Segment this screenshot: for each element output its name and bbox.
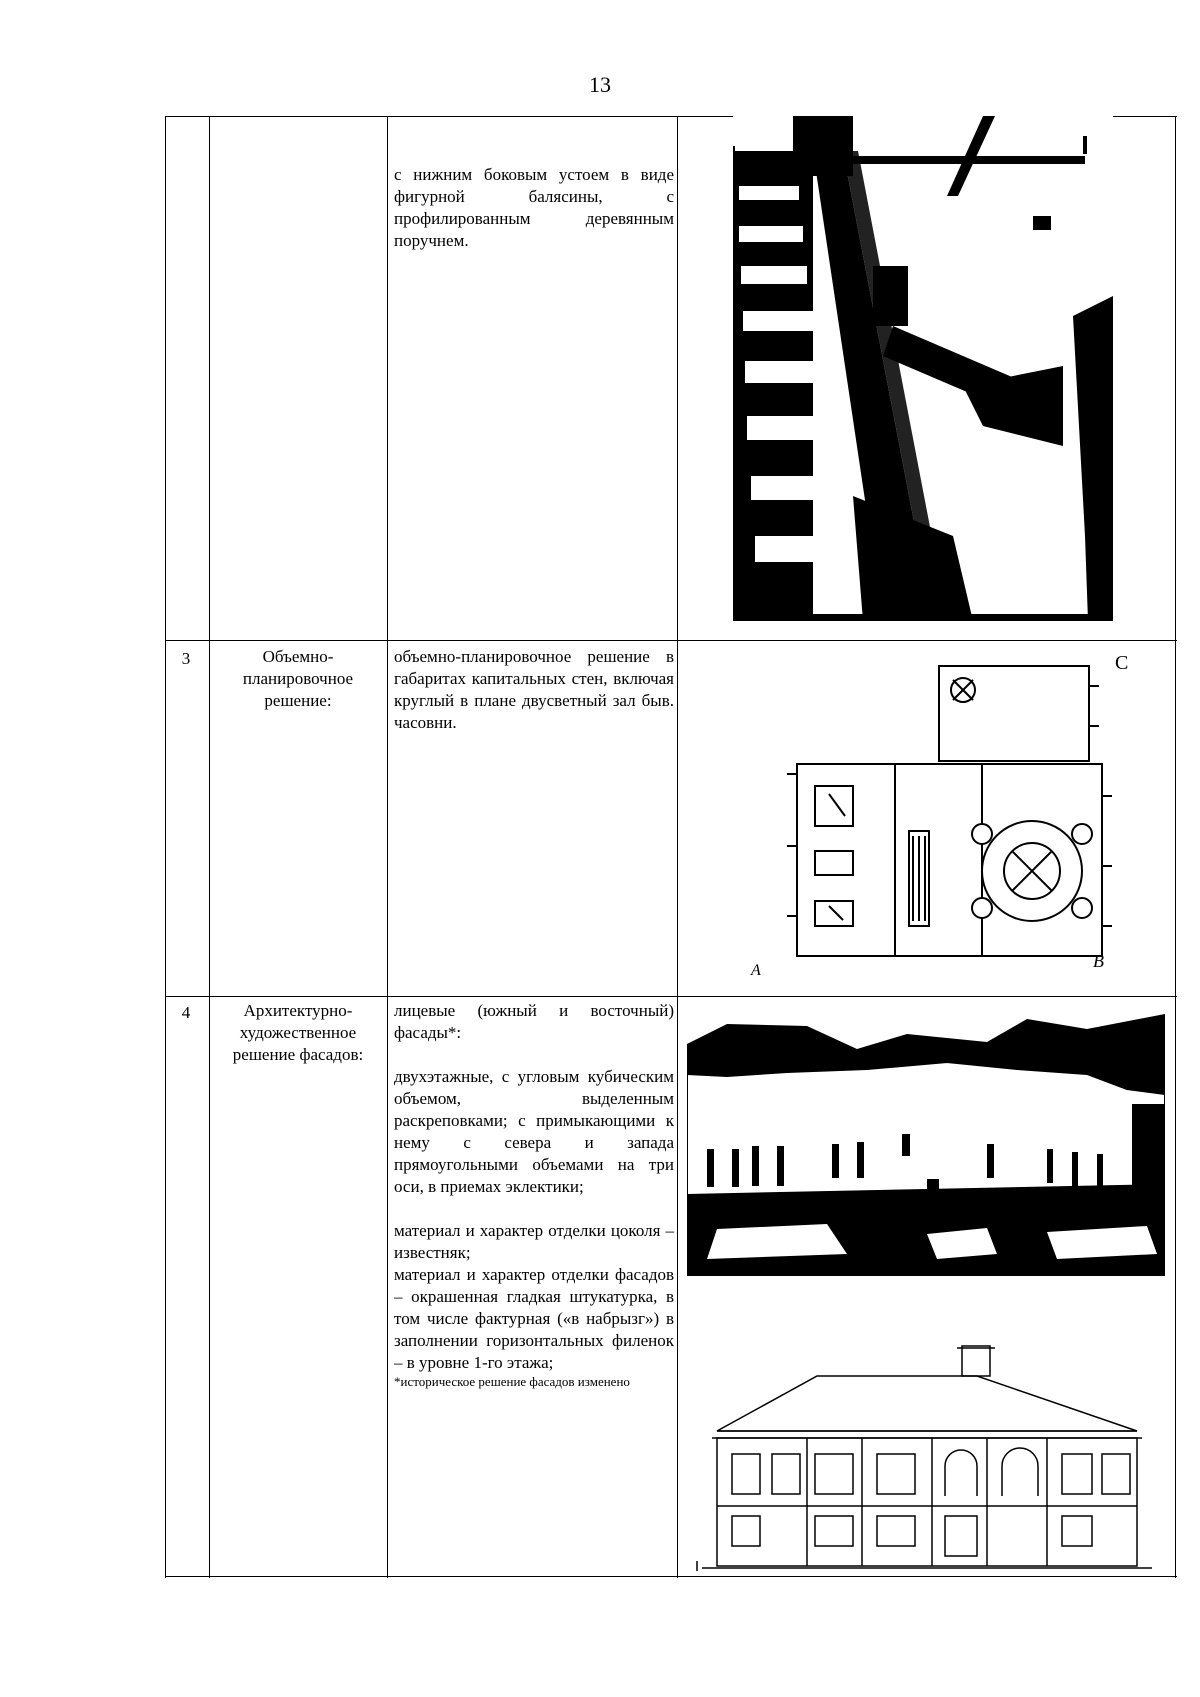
facade-photo <box>687 1014 1165 1276</box>
plan-label-b: В <box>1093 951 1104 971</box>
content-table <box>165 116 1177 1578</box>
facade-elevation-drawing <box>687 1336 1165 1576</box>
description-text: материал и характер отделки цоколя – известняк; <box>394 1221 674 1262</box>
row-description <box>394 1000 674 1390</box>
row-number: 4 <box>181 1003 191 1022</box>
row-name: Объемно-планировочное решение: <box>242 647 354 710</box>
staircase-photo <box>733 116 1113 621</box>
row-name: Архитектурно-художественное решение фасадов: <box>232 1001 364 1064</box>
column-divider <box>209 116 210 1578</box>
row-number: 3 <box>181 649 191 668</box>
floor-plan-drawing <box>777 656 1157 986</box>
description-text: с нижним боковым устоем в виде фигурной балясины, с профилированным деревянным поручнем. <box>394 165 674 250</box>
page-number: 13 <box>589 72 611 97</box>
column-divider <box>677 116 678 1578</box>
plan-label-a: А <box>751 962 761 979</box>
row-divider <box>165 1576 1177 1577</box>
plan-label-c: С <box>1115 652 1129 674</box>
description-text: материал и характер отделки фасадов – окрашенная гладкая штукатурка, в том числе фактурная («в набрызг») в заполнении горизонтальных филенок – в уровне 1-го этажа; <box>394 1265 674 1372</box>
description-text: двухэтажные, с угловым кубическим объемом, выделенным раскреповками; с примыкающими к нему с севера и запада прямоугольными объемами на три оси, в приемах эклектики; <box>394 1067 674 1196</box>
description-text: лицевые (южный и восточный) фасады*: <box>394 1001 674 1042</box>
column-divider <box>387 116 388 1578</box>
table-border-right <box>1175 116 1176 1578</box>
row-divider <box>165 996 1177 997</box>
table-border-left <box>165 116 166 1578</box>
row-description <box>394 646 674 734</box>
description-text: объемно-планировочное решение в габаритах капитальных стен, включая круглый в плане двусветный зал быв. часовни. <box>394 647 674 732</box>
row-continuation-description <box>394 164 674 252</box>
footnote-text: *историческое решение фасадов изменено <box>394 1374 630 1389</box>
row-divider <box>165 640 1177 641</box>
